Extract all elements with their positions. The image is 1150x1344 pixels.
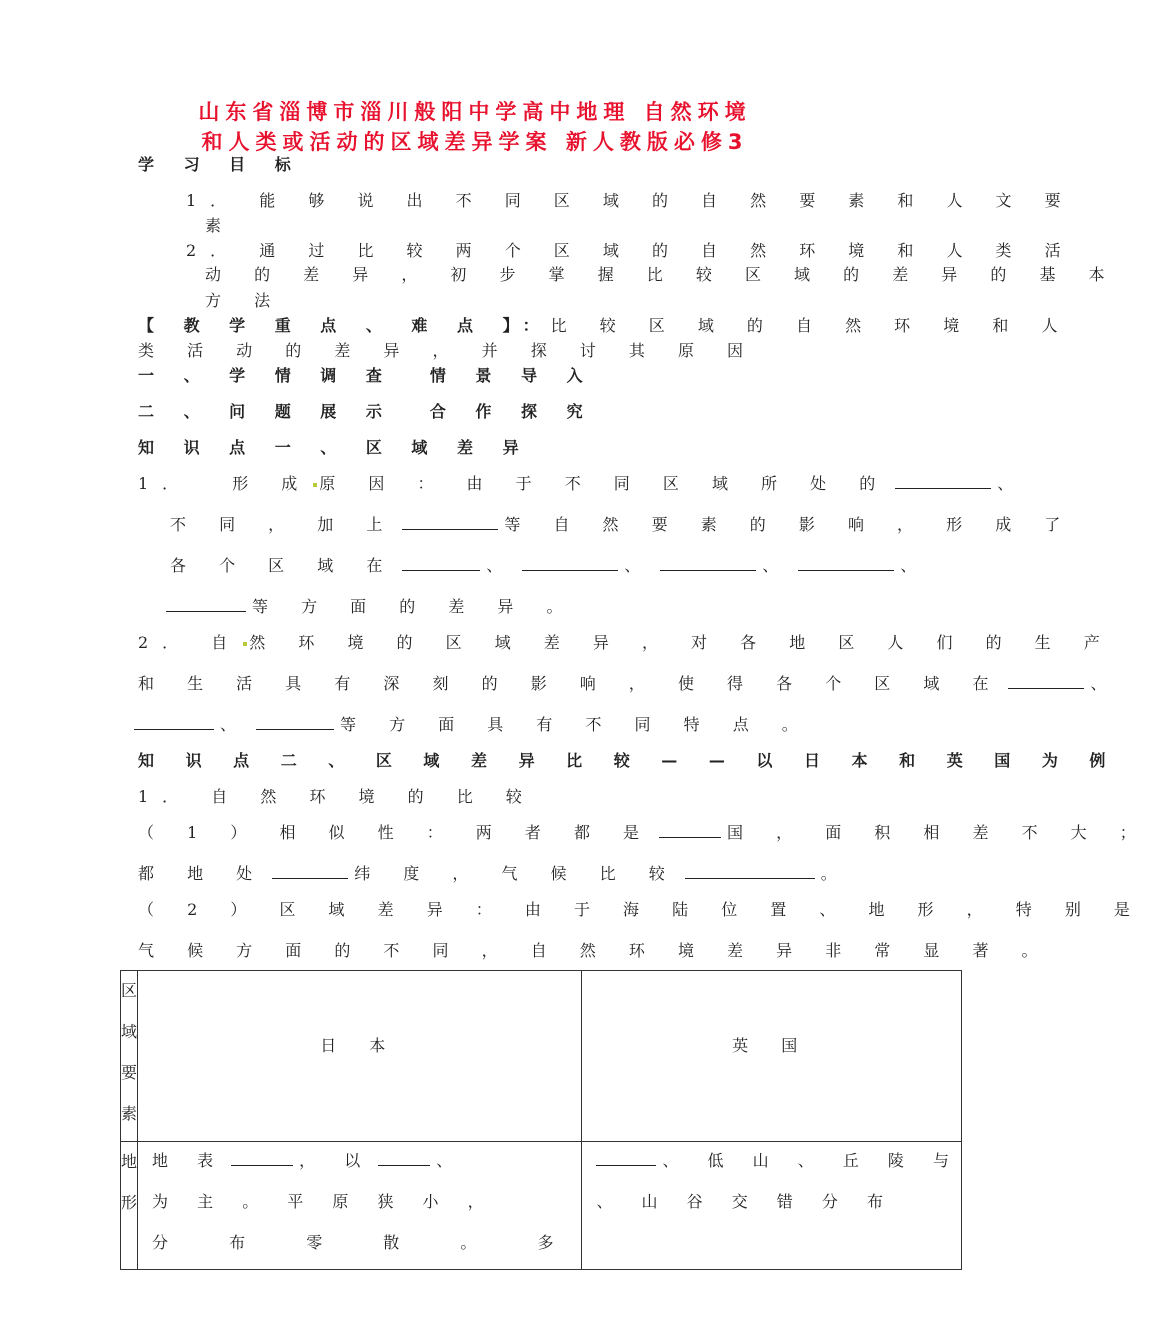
q1-line2 bbox=[170, 512, 1074, 535]
k2-text: （ 1 ） 相 似 性 ： 两 者 都 是 bbox=[138, 823, 654, 842]
q2-text: 和 生 活 具 有 深 刻 的 影 响 ， 使 得 各 个 区 域 在 bbox=[138, 674, 1003, 693]
fill-blank[interactable] bbox=[134, 713, 214, 730]
fill-blank[interactable] bbox=[522, 554, 618, 571]
goal-item-1-cont: 素 bbox=[205, 216, 236, 235]
q1-text: 原 因 ： 由 于 不 同 区 域 所 处 的 bbox=[319, 474, 890, 493]
section-2-subtitle: 合 作 探 究 bbox=[429, 402, 595, 421]
keypoints-line1 bbox=[138, 313, 1071, 336]
goal-item-2-cont1: 动 的 差 异 ， 初 步 掌 握 比 较 区 域 的 差 异 的 基 本 bbox=[205, 265, 1119, 284]
section-1-subtitle: 情 景 导 入 bbox=[429, 366, 595, 385]
goal-item-1: 1． 能 够 说 出 不 同 区 域 的 自 然 要 素 和 人 文 要 bbox=[186, 191, 1075, 210]
table-header-japan bbox=[138, 971, 582, 1142]
k2-p2-line2: 气 候 方 面 的 不 同 ， 自 然 环 境 差 异 非 常 显 著 。 bbox=[138, 941, 1052, 960]
row-label-char: 形 bbox=[121, 1193, 138, 1212]
q1-text: 、 bbox=[624, 556, 655, 575]
q1-text: 等 自 然 要 素 的 影 响 ， 形 成 了 bbox=[504, 515, 1075, 534]
cell-text: ， 以 bbox=[299, 1151, 373, 1170]
k2-p1-line2 bbox=[138, 861, 851, 884]
table-header-row bbox=[121, 971, 962, 1142]
q1-text: 、 bbox=[900, 556, 931, 575]
knowledge-point-2-heading: 知 识 点 二 、 区 域 差 异 比 较 — — 以 日 本 和 英 国 为 例 bbox=[138, 751, 1119, 770]
q1-text: 不 同 ， 加 上 bbox=[170, 515, 397, 534]
cell-text: 地 表 bbox=[152, 1151, 226, 1170]
table-header-element bbox=[121, 971, 138, 1142]
cell-text: 为 主 。 平 原 狭 小 ， bbox=[152, 1192, 496, 1211]
keypoints-label: 【 教 学 重 点 、 难 点 】： bbox=[138, 316, 551, 335]
k2-text: 。 bbox=[820, 864, 851, 883]
k2-p1-line1 bbox=[138, 820, 1150, 843]
cell-uk-terrain bbox=[582, 1142, 962, 1270]
header-japan-text: 日 本 bbox=[320, 1036, 400, 1055]
fill-blank[interactable] bbox=[166, 595, 246, 612]
row-label-terrain bbox=[121, 1142, 138, 1270]
q1-line1 bbox=[138, 471, 1027, 494]
table-header-uk bbox=[582, 971, 962, 1142]
keypoints-text: 比 较 区 域 的 自 然 环 境 和 人 bbox=[550, 316, 1072, 335]
goals-heading: 学 习 目 标 bbox=[138, 155, 303, 174]
fill-blank[interactable] bbox=[659, 821, 721, 838]
fill-blank[interactable] bbox=[272, 862, 348, 879]
section-1-heading bbox=[138, 363, 595, 386]
fill-blank[interactable] bbox=[1008, 672, 1084, 689]
knowledge-point-1-heading: 知 识 点 一 、 区 域 差 异 bbox=[138, 438, 531, 457]
q1-text: 各 个 区 域 在 bbox=[170, 556, 397, 575]
k2-text: 都 地 处 bbox=[138, 864, 267, 883]
q1-text: 、 bbox=[762, 556, 793, 575]
cell-text: 、 山 谷 交 错 分 布 bbox=[596, 1192, 895, 1211]
row-label-char: 地 bbox=[121, 1152, 138, 1171]
fill-blank[interactable] bbox=[402, 513, 498, 530]
q2-text: 、 bbox=[1090, 674, 1121, 693]
header-char: 区 bbox=[121, 981, 138, 1000]
section-2-title: 二 、 问 题 展 示 bbox=[138, 402, 394, 421]
cell-japan-terrain bbox=[138, 1142, 582, 1270]
cell-text: 、 bbox=[436, 1151, 465, 1170]
header-uk-text: 英 国 bbox=[732, 1036, 812, 1055]
q2-text: 然 环 境 的 区 域 差 异 ， 对 各 地 区 人 们 的 生 产 bbox=[249, 633, 1114, 652]
cell-text: 、 低 山 、 丘 陵 与 bbox=[662, 1151, 961, 1170]
header-char: 素 bbox=[121, 1104, 138, 1123]
document-title-line2: 和人类或活动的区域差异学案 新人教版必修3 bbox=[201, 130, 749, 154]
q1-number: 1． bbox=[138, 474, 193, 493]
k2-text: 国 ， 面 积 相 差 不 大 ； bbox=[727, 823, 1150, 842]
section-2-heading bbox=[138, 399, 595, 422]
k2-text: 纬 度 ， 气 候 比 较 bbox=[354, 864, 679, 883]
fill-blank[interactable] bbox=[256, 713, 334, 730]
goal-item-2-cont2: 方 法 bbox=[205, 291, 285, 310]
section-1-title: 一 、 学 情 调 查 bbox=[138, 366, 394, 385]
q1-text: 、 bbox=[486, 556, 517, 575]
q2-line2 bbox=[138, 671, 1120, 694]
fill-blank[interactable] bbox=[895, 472, 991, 489]
fill-blank[interactable] bbox=[596, 1149, 656, 1166]
document-title-line1: 山东省淄博市淄川般阳中学高中地理 自然环境 bbox=[198, 100, 752, 124]
header-char: 要 bbox=[121, 1063, 138, 1082]
fill-blank[interactable] bbox=[685, 862, 815, 879]
fill-blank[interactable] bbox=[231, 1149, 293, 1166]
fill-blank[interactable] bbox=[402, 554, 480, 571]
fill-blank[interactable] bbox=[378, 1149, 430, 1166]
q1-line3 bbox=[170, 553, 930, 576]
q1-line4 bbox=[166, 594, 577, 617]
q2-line1 bbox=[138, 630, 1114, 653]
table-row bbox=[121, 1142, 962, 1270]
comparison-table bbox=[120, 970, 962, 1270]
mark-dot bbox=[313, 483, 317, 487]
k2-p2-line1: （ 2 ） 区 域 差 异 ： 由 于 海 陆 位 置 、 地 形 ， 特 别 是 bbox=[138, 900, 1144, 919]
q2-text: 等 方 面 具 有 不 同 特 点 。 bbox=[340, 715, 812, 734]
fill-blank[interactable] bbox=[660, 554, 756, 571]
fill-blank[interactable] bbox=[798, 554, 894, 571]
q2-line3 bbox=[134, 712, 812, 735]
keypoints-line2: 类 活 动 的 差 异 ， 并 探 讨 其 原 因 bbox=[138, 341, 758, 360]
q1-text: 、 bbox=[997, 474, 1028, 493]
k2-subheading: 1． 自 然 环 境 的 比 较 bbox=[138, 787, 536, 806]
q1-text: 形 成 bbox=[232, 474, 312, 493]
mark-dot bbox=[243, 642, 247, 646]
cell-text: 分 布 零 散 。 多 bbox=[152, 1233, 582, 1252]
q2-text: 、 bbox=[220, 715, 251, 734]
goal-item-2: 2． 通 过 比 较 两 个 区 域 的 自 然 环 境 和 人 类 活 bbox=[186, 241, 1075, 260]
q1-text: 等 方 面 的 差 异 。 bbox=[252, 597, 577, 616]
header-char: 域 bbox=[121, 1022, 138, 1041]
q2-text: 2． 自 bbox=[138, 633, 242, 652]
